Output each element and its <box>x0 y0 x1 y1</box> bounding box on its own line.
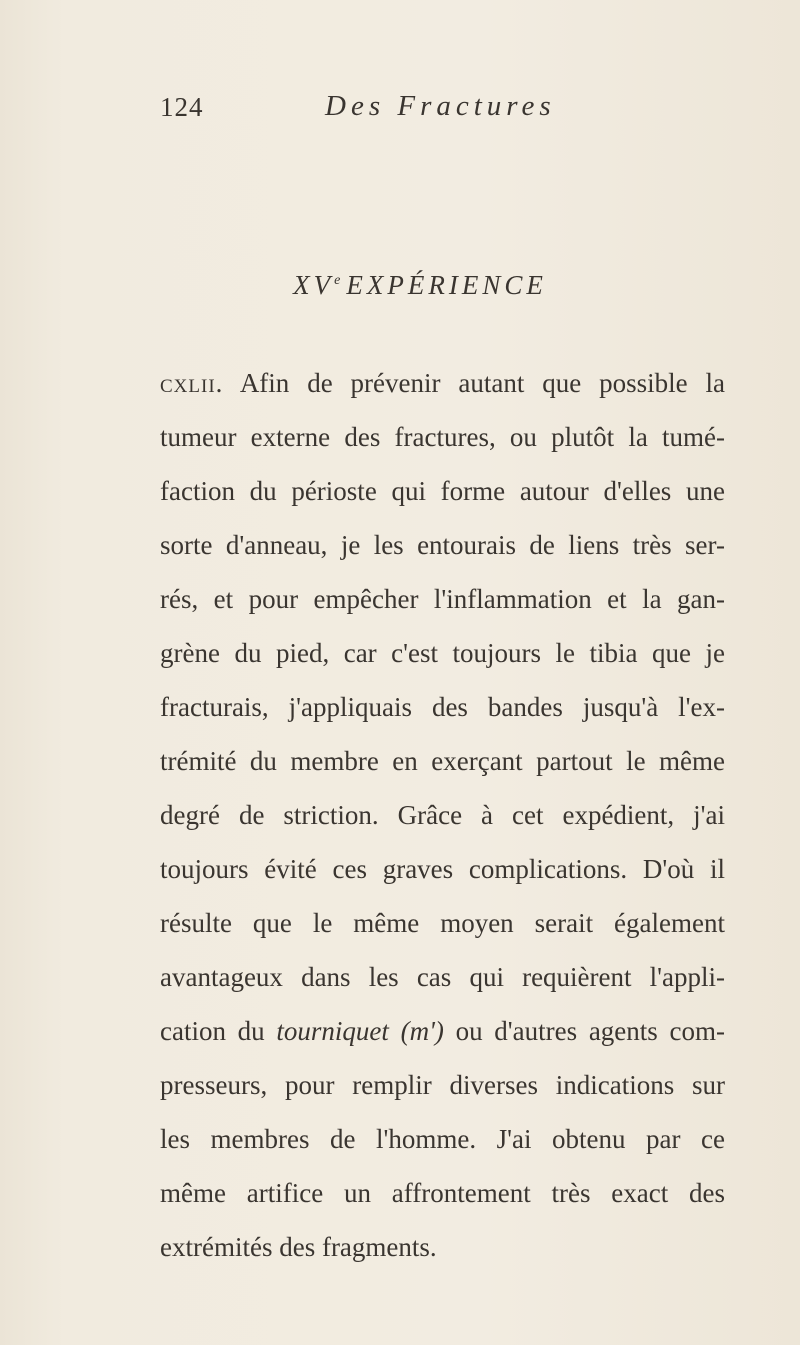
section-numeral: XV <box>293 270 335 300</box>
section-title <box>0 270 800 301</box>
running-title: Des Fractures <box>325 90 556 122</box>
paragraph-number: cxlii. <box>160 368 224 398</box>
paragraph-line: même artifice un affrontement très exact des <box>160 1178 725 1208</box>
paragraph-line: presseurs, pour remplir diverses indications sur <box>160 1070 725 1100</box>
paragraph-line: grène du pied, car c'est toujours le tibia que je <box>160 638 725 668</box>
paragraph-line: extrémités des fragments. <box>160 1232 437 1262</box>
paragraph-line: résulte que le même moyen serait également <box>160 908 725 938</box>
paragraph-line: sorte d'anneau, je les entourais de liens très ser- <box>160 530 725 560</box>
paragraph-line: fracturais, j'appliquais des bandes jusqu'à l'ex- <box>160 692 725 722</box>
section-title-text: EXPÉRIENCE <box>346 270 547 300</box>
paragraph-line: faction du périoste qui forme autour d'elles une <box>160 476 725 506</box>
paragraph-line: toujours évité ces graves complications. D'où il <box>160 854 725 884</box>
paragraph-line: tumeur externe des fractures, ou plutôt la tumé- <box>160 422 725 452</box>
paragraph-line: rés, et pour empêcher l'inflammation et la gan- <box>160 584 725 614</box>
paragraph-line: degré de striction. Grâce à cet expédient, j'ai <box>160 800 725 830</box>
paragraph-line: les membres de l'homme. J'ai obtenu par ce <box>160 1124 725 1154</box>
section-superscript: e <box>334 273 341 288</box>
paragraph <box>160 356 725 1274</box>
paragraph-line: cxlii. Afin de prévenir autant que possible la <box>160 368 725 398</box>
paragraph-line: trémité du membre en exerçant partout le même <box>160 746 725 776</box>
page-number: 124 <box>160 92 204 122</box>
paragraph-line: cation du tourniquet (m') ou d'autres agents com- <box>160 1016 725 1046</box>
italic-term: tourniquet (m') <box>276 1016 444 1046</box>
paragraph-line: avantageux dans les cas qui requièrent l'appli- <box>160 962 725 992</box>
